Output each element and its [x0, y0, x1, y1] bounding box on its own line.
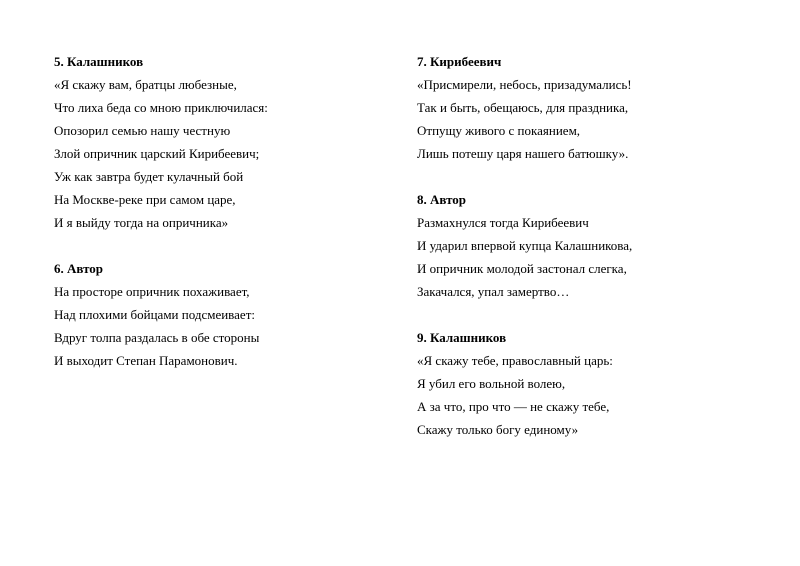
verse-line: Над плохими бойцами подсмеивает: — [54, 307, 255, 322]
section-heading: 8. Автор — [417, 192, 467, 207]
verse-line: «Я скажу вам, братцы любезные, — [54, 77, 237, 92]
verse-line: Скажу только богу единому» — [417, 422, 579, 437]
section-5-kalashnikov — [54, 50, 384, 234]
verse-line: И опричник молодой застонал слегка, — [417, 261, 627, 276]
section-8-author — [417, 188, 747, 303]
section-heading: 6. Автор — [54, 261, 104, 276]
verse-line: Что лиха беда со мною приключилася: — [54, 100, 268, 115]
verse-line: На Москве-реке при самом царе, — [54, 192, 236, 207]
verse-line: Вдруг толпа раздалась в обе стороны — [54, 330, 260, 345]
verse-line: А за что, про что — не скажу тебе, — [417, 399, 610, 414]
section-heading: 5. Калашников — [54, 54, 144, 69]
verse-line: Уж как завтра будет кулачный бой — [54, 169, 244, 184]
verse-line: Лишь потешу царя нашего батюшку». — [417, 146, 629, 161]
verse-line: На просторе опричник похаживает, — [54, 284, 250, 299]
section-heading: 7. Кирибеевич — [417, 54, 502, 69]
verse-line: Злой опричник царский Кирибеевич; — [54, 146, 260, 161]
verse-line: И выходит Степан Парамонович. — [54, 353, 238, 368]
section-7-kiribeevich — [417, 50, 747, 165]
verse-line: Отпущу живого с покаянием, — [417, 123, 581, 138]
verse-line: «Присмирели, небось, призадумались! — [417, 77, 632, 92]
left-column — [54, 50, 384, 372]
verse-line: И ударил впервой купца Калашникова, — [417, 238, 633, 253]
verse-line: «Я скажу тебе, православный царь: — [417, 353, 613, 368]
section-9-kalashnikov — [417, 326, 747, 441]
verse-line: Опозорил семью нашу честную — [54, 123, 231, 138]
verse-line: Так и быть, обещаюсь, для праздника, — [417, 100, 629, 115]
right-column — [417, 50, 747, 441]
verse-line: Закачался, упал замертво… — [417, 284, 570, 299]
section-heading: 9. Калашников — [417, 330, 507, 345]
verse-line: Я убил его вольной волею, — [417, 376, 566, 391]
verse-line: Размахнулся тогда Кирибеевич — [417, 215, 589, 230]
section-6-author — [54, 257, 384, 372]
verse-line: И я выйду тогда на опричника» — [54, 215, 229, 230]
